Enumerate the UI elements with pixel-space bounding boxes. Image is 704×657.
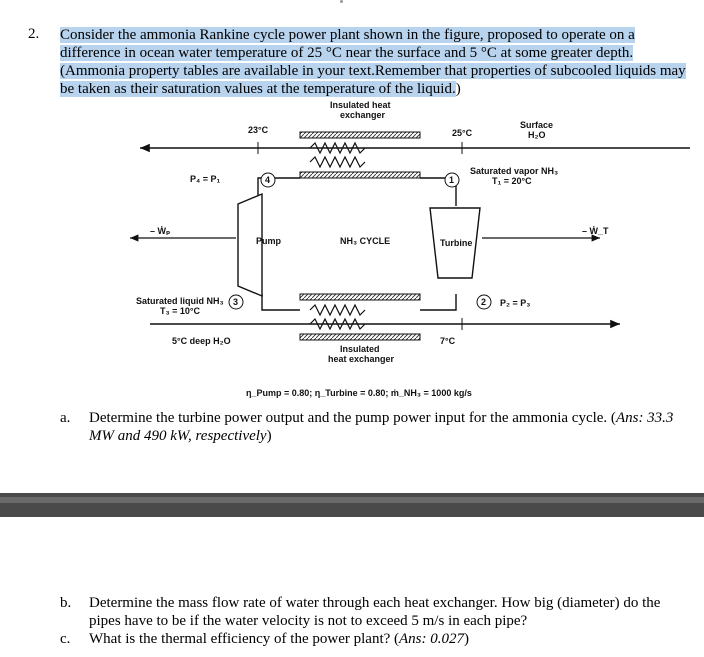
efficiency-label: η_Pump = 0.80; η_Turbine = 0.80; ṁ_NH₃ = 1000 kg/s	[246, 388, 472, 398]
part-b-text: Determine the mass flow rate of water through each heat exchanger. How big (diameter) do the pipes have to be if the water velocity is not to exceed 5 m/s in each pipe?	[89, 595, 661, 629]
part-a-answer: Ans: 33.3 MW and 490 kW, respectively	[89, 410, 674, 444]
part-b-label: b.	[60, 595, 72, 611]
cycle-label: NH₃ CYCLE	[340, 236, 391, 246]
svg-text:2: 2	[481, 297, 487, 307]
surface-label-2: H₂O	[528, 130, 546, 140]
temp-7: 7°C	[440, 336, 456, 346]
pump-label: Pump	[256, 236, 282, 246]
turbine-work-label: – Ẇ_T	[582, 226, 609, 236]
sat-vapor-label-1: Saturated vapor NH₃	[470, 166, 559, 176]
sat-liquid-label-1: Saturated liquid NH₃	[136, 296, 224, 306]
part-c-label: c.	[60, 631, 71, 647]
hx-top-label-1: Insulated heat	[330, 100, 391, 110]
surface-label-1: Surface	[520, 120, 554, 130]
sat-vapor-label-2: T₁ = 20°C	[492, 176, 532, 186]
deep-water-label: 5°C deep H₂O	[172, 336, 231, 346]
p4-p1-label: P₄ = P₁	[190, 174, 221, 184]
part-c-text: What is the thermal efficiency of the power plant? (Ans: 0.027)	[89, 631, 470, 647]
part-a-label: a.	[60, 410, 71, 426]
svg-text:4: 4	[265, 175, 271, 185]
svg-text:1: 1	[449, 175, 455, 185]
temp-25: 25°C	[452, 128, 473, 138]
question-number: 2.	[28, 26, 40, 42]
sat-liquid-label-2: T₃ = 10°C	[160, 306, 201, 316]
rankine-cycle-diagram	[0, 98, 704, 408]
prompt-part-3: )	[455, 81, 461, 97]
turbine-label: Turbine	[440, 238, 473, 248]
temp-23: 23°C	[248, 125, 269, 135]
hx-bottom-label-2: heat exchanger	[328, 354, 395, 364]
prompt-part-1[interactable]: Consider the ammonia Rankine cycle power plant shown in the figure, proposed to operate on a difference in ocean water temperature of 25 °C near the surface and 5 °C at some greater depth. (Ammonia property tables are available in your text.	[60, 27, 635, 79]
svg-text:3: 3	[233, 297, 239, 307]
part-a-text: Determine the turbine power output and the pump power input for the ammonia cycle. (Ans: 33.3 MW and 490 kW, respectively)	[89, 410, 674, 444]
page-divider	[0, 493, 704, 517]
hx-top-label-2: exchanger	[340, 110, 386, 120]
bottom-heat-exchanger	[300, 294, 420, 340]
question-prompt[interactable]	[60, 26, 690, 98]
prompt-part-2[interactable]: Remember that properties of subcooled liquids may be taken as their saturation values at the temperature of the liquid.	[60, 63, 686, 97]
pump-work-label: – Ẇₚ	[150, 226, 171, 236]
part-c-answer: Ans: 0.027	[399, 631, 465, 647]
dot-mark	[340, 0, 343, 3]
hx-bottom-label-1: Insulated	[340, 344, 380, 354]
top-heat-exchanger	[300, 132, 420, 178]
p2-p3-label: P₂ = P₃	[500, 298, 531, 308]
